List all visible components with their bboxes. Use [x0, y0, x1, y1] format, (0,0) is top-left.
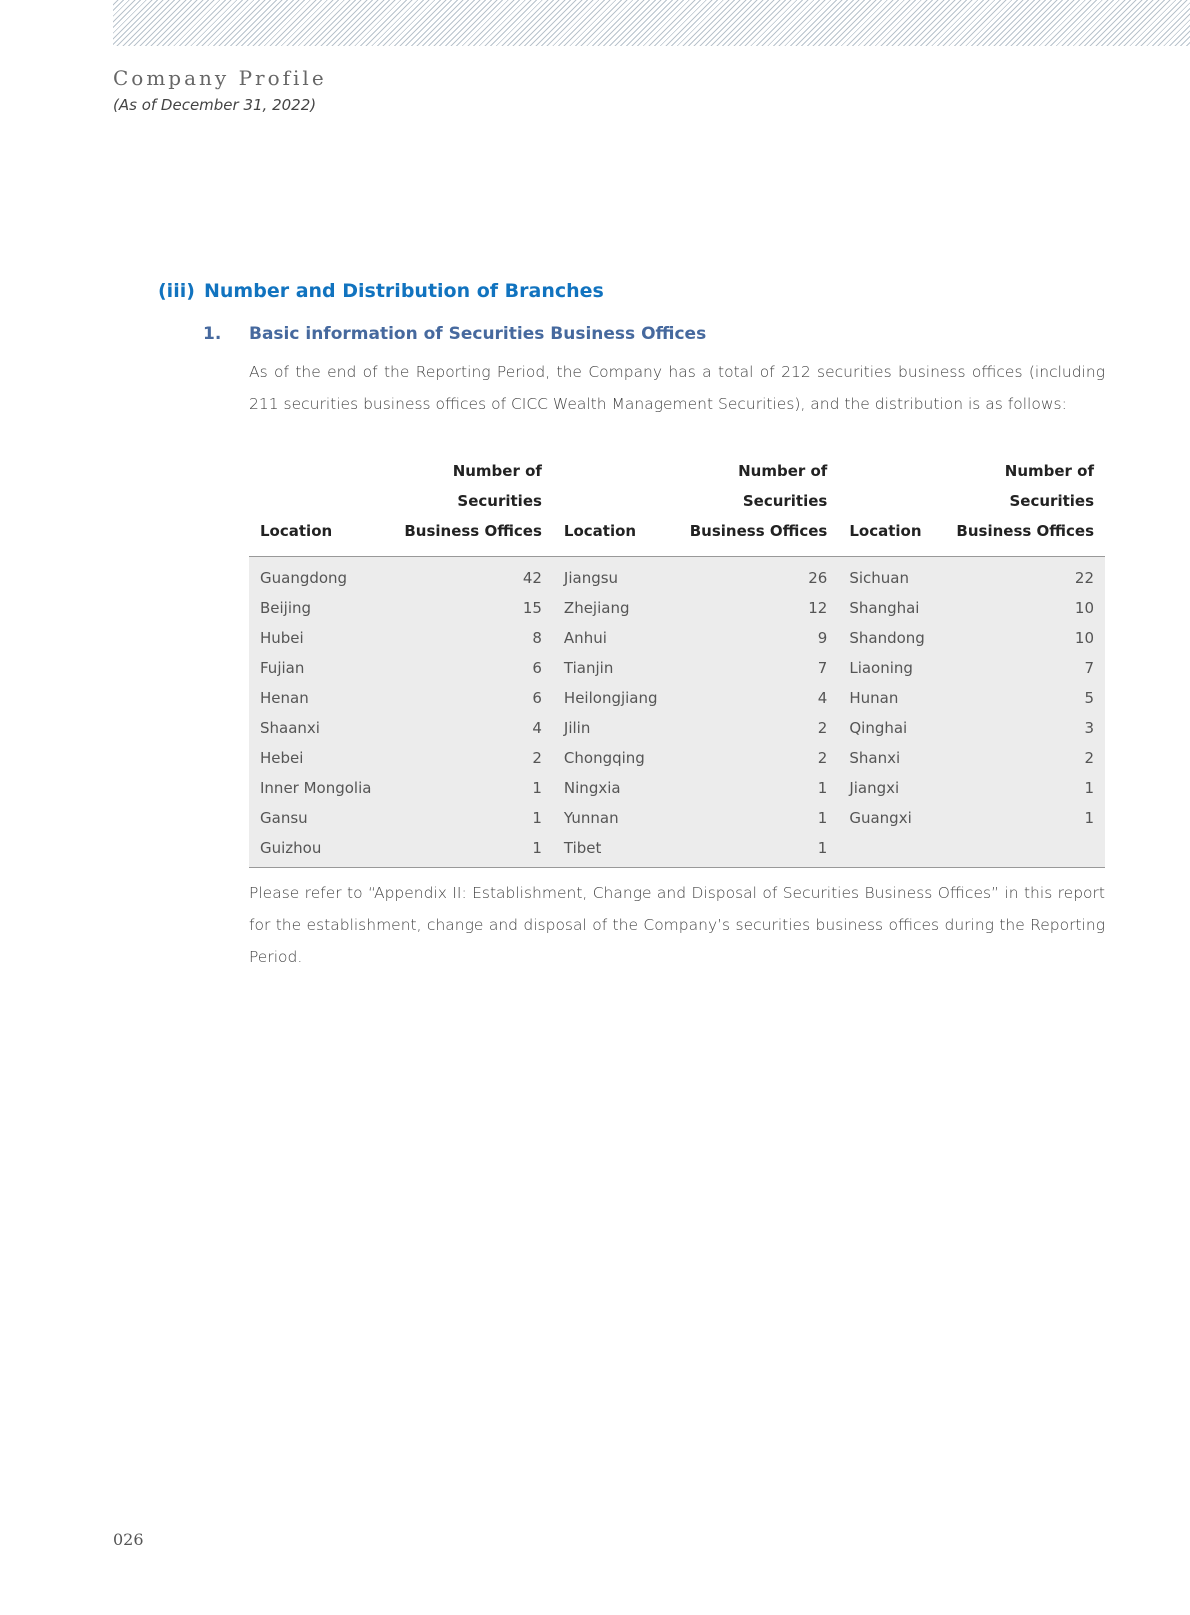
header-count-line: Number of — [738, 462, 828, 480]
header-location: Location — [249, 456, 387, 557]
table-row — [249, 593, 1105, 623]
subsection-number: 1. — [203, 324, 222, 344]
cell-count: 1 — [939, 803, 1105, 833]
cell-count: 1 — [387, 833, 553, 868]
cell-count: 26 — [673, 557, 839, 594]
cell-count: 2 — [939, 743, 1105, 773]
table-row — [249, 683, 1105, 713]
cell-count: 12 — [673, 593, 839, 623]
cell-location — [838, 833, 939, 868]
table-row — [249, 623, 1105, 653]
cell-location: Sichuan — [838, 557, 939, 594]
subsection-title: Basic information of Securities Business Offices — [249, 324, 707, 344]
note-paragraph: Please refer to “Appendix II: Establishment, Change and Disposal of Securities Business Offices” in this report for the establishment, change and disposal of the Company’s securities business offices during the Reporting Period. — [249, 884, 1105, 966]
cell-location: Anhui — [553, 623, 673, 653]
cell-location: Hebei — [249, 743, 387, 773]
cell-location: Chongqing — [553, 743, 673, 773]
cell-location: Shaanxi — [249, 713, 387, 743]
cell-location: Fujian — [249, 653, 387, 683]
table-row — [249, 773, 1105, 803]
cell-count: 9 — [673, 623, 839, 653]
cell-count: 10 — [939, 623, 1105, 653]
cell-count: 6 — [387, 653, 553, 683]
cell-count: 1 — [673, 803, 839, 833]
cell-count: 3 — [939, 713, 1105, 743]
header-count-line: Securities — [1009, 492, 1094, 510]
cell-location: Jiangsu — [553, 557, 673, 594]
cell-location: Hunan — [838, 683, 939, 713]
cell-location: Qinghai — [838, 713, 939, 743]
running-subtitle: (As of December 31, 2022) — [113, 96, 317, 114]
cell-location: Tianjin — [553, 653, 673, 683]
cell-location: Shandong — [838, 623, 939, 653]
cell-location: Guangdong — [249, 557, 387, 594]
cell-count: 1 — [387, 803, 553, 833]
cell-location: Shanghai — [838, 593, 939, 623]
cell-count: 6 — [387, 683, 553, 713]
table-row — [249, 803, 1105, 833]
cell-count: 8 — [387, 623, 553, 653]
cell-location: Henan — [249, 683, 387, 713]
header-count-line: Number of — [452, 462, 542, 480]
cell-location: Inner Mongolia — [249, 773, 387, 803]
cell-count — [939, 833, 1105, 868]
header-count-line: Business Offices — [956, 522, 1094, 540]
branches-table — [249, 456, 1105, 868]
cell-location: Zhejiang — [553, 593, 673, 623]
table-row — [249, 557, 1105, 594]
cell-location: Yunnan — [553, 803, 673, 833]
running-title: Company Profile — [113, 66, 327, 90]
cell-count: 2 — [387, 743, 553, 773]
cell-count: 1 — [939, 773, 1105, 803]
section-number: (iii) — [158, 280, 195, 302]
header-count — [939, 456, 1105, 557]
cell-location: Liaoning — [838, 653, 939, 683]
cell-location: Ningxia — [553, 773, 673, 803]
cell-count: 10 — [939, 593, 1105, 623]
header-count — [387, 456, 553, 557]
table-row — [249, 713, 1105, 743]
header-count-line: Securities — [742, 492, 828, 510]
table-row — [249, 833, 1105, 868]
cell-location: Gansu — [249, 803, 387, 833]
cell-location: Guangxi — [838, 803, 939, 833]
header-count-line: Number of — [1004, 462, 1094, 480]
cell-location: Guizhou — [249, 833, 387, 868]
cell-count: 7 — [673, 653, 839, 683]
cell-location: Heilongjiang — [553, 683, 673, 713]
cell-count: 5 — [939, 683, 1105, 713]
cell-location: Jiangxi — [838, 773, 939, 803]
cell-count: 1 — [673, 773, 839, 803]
table-row — [249, 743, 1105, 773]
cell-count: 7 — [939, 653, 1105, 683]
cell-location: Jilin — [553, 713, 673, 743]
header-count-line: Business Offices — [689, 522, 828, 540]
subsection-heading — [203, 324, 706, 344]
header-count-line: Securities — [457, 492, 542, 510]
section-title: Number and Distribution of Branches — [204, 280, 604, 302]
cell-location: Hubei — [249, 623, 387, 653]
cell-location: Beijing — [249, 593, 387, 623]
cell-count: 4 — [387, 713, 553, 743]
header-location: Location — [838, 456, 939, 557]
cell-count: 22 — [939, 557, 1105, 594]
header-location: Location — [553, 456, 673, 557]
cell-count: 42 — [387, 557, 553, 594]
cell-count: 2 — [673, 713, 839, 743]
cell-location: Shanxi — [838, 743, 939, 773]
cell-count: 2 — [673, 743, 839, 773]
page-number: 026 — [113, 1530, 144, 1549]
intro-paragraph: As of the end of the Reporting Period, the Company has a total of 212 securities business offices (including 211 securities business offices of CICC Wealth Management Securities), and the distribution is as follows: — [249, 363, 1105, 413]
section-heading — [158, 280, 604, 302]
cell-count: 1 — [673, 833, 839, 868]
cell-count: 15 — [387, 593, 553, 623]
header-count-line: Business Offices — [404, 522, 542, 540]
header-hatch-band — [113, 0, 1190, 46]
table-row — [249, 653, 1105, 683]
cell-count: 4 — [673, 683, 839, 713]
cell-location: Tibet — [553, 833, 673, 868]
cell-count: 1 — [387, 773, 553, 803]
header-count — [673, 456, 839, 557]
